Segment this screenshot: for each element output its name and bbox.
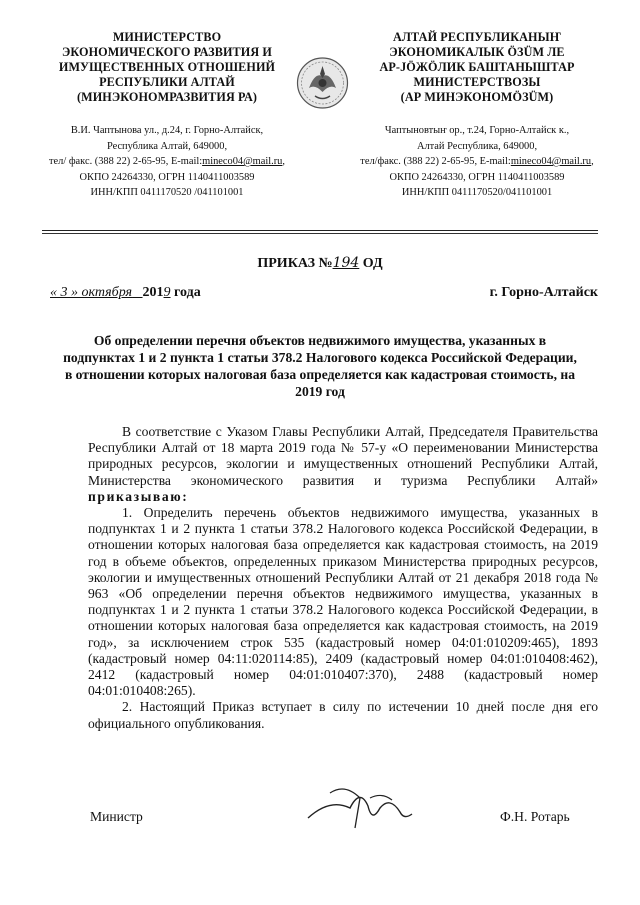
signatory-position: Министр (90, 809, 143, 824)
document-title: Об определении перечня объектов недвижимого имущества, указанных в подпунктах 1 и 2 пункта 1 статьи 378.2 Налогового кодекса Российской Федерации, в отношении которых налоговая база определяется как кадастровая стоимость, на 2019 год (63, 333, 577, 399)
email-link[interactable]: mineco04@mail.ru (510, 156, 592, 167)
order-number: 194 (332, 255, 360, 271)
email-link[interactable]: mineco04@mail.ru (202, 156, 283, 167)
coat-of-arms-emblem (295, 54, 350, 112)
address-altai: Чаптыновтыҥ ор., т.24, Горно-Алтайск к., Алтай Республика, 649000, тел/факс. (388 22) 2-65-95, E-mail:mineco04@mail.ru, ОКПО 24264330, ОГРН 1140411003589 ИНН/КПП 0411170520/041101001 (360, 125, 594, 198)
signatory-name: Ф.Н. Ротарь (500, 809, 570, 824)
city: г. Горно-Алтайск (489, 285, 598, 300)
paragraph-2: 2. Настоящий Приказ вступает в силу по истечении 10 дней после дня его официального опубликования. (88, 699, 598, 731)
intro-paragraph: В соответствие с Указом Главы Республики Алтай, Председателя Правительства Республики Алтай от 18 марта 2019 года № 57-у «О переименовании Министерства природных ресурсов, экологии и имущественных отношений Республики Алтай, Министерства экономического развития и туризма Республики Алтай» приказываю: (88, 424, 598, 504)
header-divider (42, 230, 598, 231)
org-name-russian: МИНИСТЕРСТВО ЭКОНОМИЧЕСКОГО РАЗВИТИЯ И ИМУЩЕСТВЕННЫХ ОТНОШЕНИЙ РЕСПУБЛИКИ АЛТАЙ (МИНЭКОНОМРАЗВИТИЯ РА) (58, 30, 276, 104)
document-body (88, 424, 598, 732)
date-day: « 3 » октября (50, 285, 133, 300)
address-russian: В.И. Чаптынова ул., д.24, г. Горно-Алтайск, Республика Алтай, 649000, тел/ факс. (388 22) 2-65-95, E-mail:mineco04@mail.ru, ОКПО 24264330, ОГРН 1140411003589 ИНН/КПП 0411170520 /041101001 (49, 125, 285, 198)
paragraph-1: 1. Определить перечень объектов недвижимого имущества, указанных в подпунктах 1 и 2 пункта 1 статьи 378.2 Налогового кодекса Российской Федерации, в отношении которых налоговая база определяется как кадастровая стоимость, на 2019 год в объеме объектов, определенных приказом Министерства природных ресурсов, экологии и имущественных отношений Республики Алтай от 21 декабря 2018 года № 963 «Об определении перечня объектов недвижимого имущества, указанных в подпунктах 1 и 2 пункта 1 статьи 378.2 Налогового кодекса Российской Федерации, в отношении которых налоговая база определяется как кадастровая стоимость, на 2019 год», за исключением строк 535 (кадастровый номер 04:01:010209:465), 1893 (кадастровый номер 04:11:020114:85), 2409 (кадастровый номер 04:01:010408:462), 2412 (кадастровый номер 04:01:010407:370), 2488 (кадастровый номер 04:01:010408:265). (88, 505, 598, 699)
header-divider-thin (42, 233, 598, 234)
org-name-altai: АЛТАЙ РЕСПУБЛИКАНЫҤ ЭКОНОМИКАЛЫК ÖЗÜМ ЛЕ АР-JÖЖÖЛИК БАШТАНЫШТАР МИНИСТЕРСТВОЗЫ (АР МИНЭКОНОМÖЗÜМ) (379, 30, 575, 104)
order-heading: ПРИКАЗ №194 ОД (257, 255, 383, 271)
header-right (352, 30, 602, 201)
date-line: « 3 » октября 2019 года г. Горно-Алтайск (50, 285, 598, 300)
handwritten-signature (300, 778, 420, 838)
header-left (42, 30, 292, 201)
